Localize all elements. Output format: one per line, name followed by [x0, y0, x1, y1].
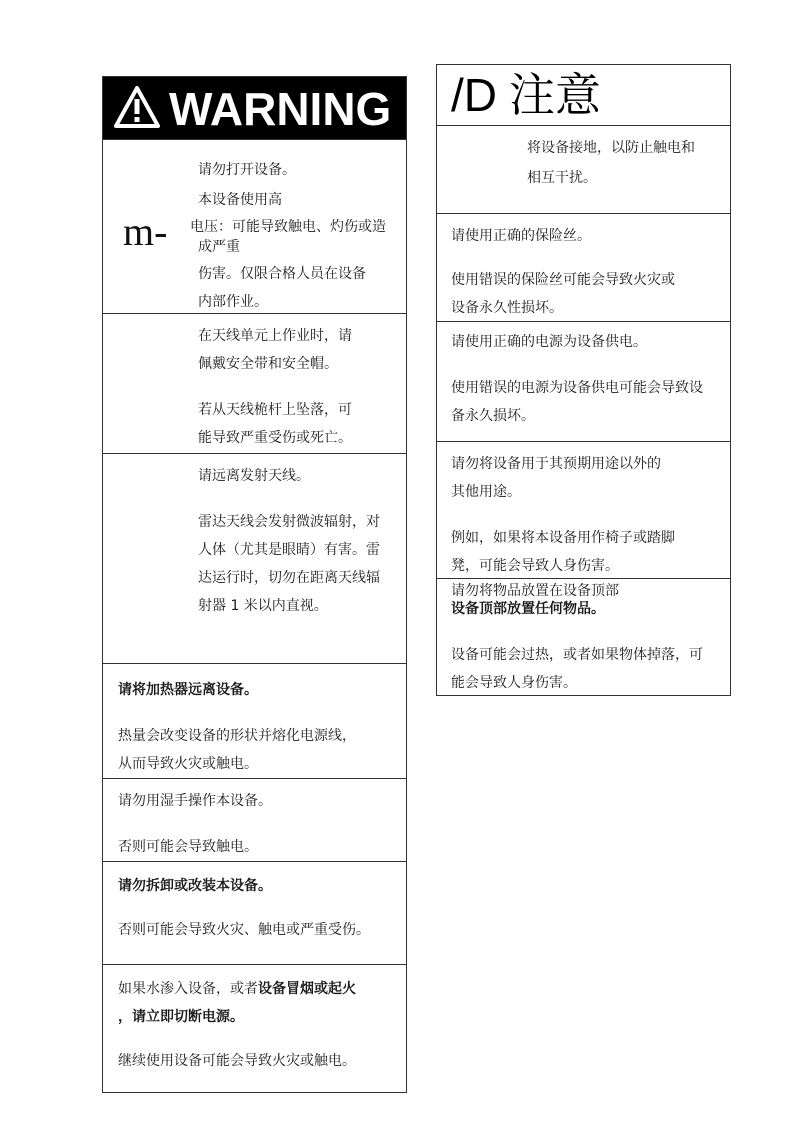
- caution-column: [436, 64, 731, 696]
- warning-line: 若从天线桅杆上坠落，可: [198, 402, 352, 418]
- warning-line: 否则可能会导致火灾、触电或严重受伤。: [118, 922, 370, 938]
- warning-line: 请勿打开设备。: [198, 162, 296, 178]
- warning-line-bold: ，请立即切断电源。: [118, 1009, 244, 1025]
- warning-line: 成严重: [198, 239, 240, 255]
- caution-intended-use: [437, 441, 730, 578]
- caution-fuse: [437, 213, 730, 321]
- caution-line: 请勿将物品放置在设备顶部: [451, 583, 619, 599]
- warning-line: 从而导致火灾或触电。: [118, 756, 258, 772]
- warning-line: 伤害。仅限合格人员在设备: [198, 266, 366, 282]
- warning-line: 请勿用湿手操作本设备。: [118, 793, 272, 809]
- electric-shock-icon: m-: [123, 209, 168, 254]
- warning-line: 请将加热器远离设备。: [118, 682, 258, 698]
- warning-heater: [103, 663, 406, 778]
- caution-line: 能会导致人身伤害。: [451, 675, 577, 691]
- caution-line: 请使用正确的保险丝。: [451, 228, 591, 244]
- warning-header: [103, 77, 406, 139]
- caution-line: 相互干扰。: [527, 170, 597, 186]
- warning-line: 否则可能会导致触电。: [118, 839, 258, 855]
- warning-line-bold: 设备冒烟或起火: [258, 981, 356, 997]
- warning-wet-hands: [103, 778, 406, 861]
- warning-line: 本设备使用高: [198, 192, 282, 208]
- caution-line: 其他用途。: [451, 484, 521, 500]
- warning-antenna-work: [103, 313, 406, 453]
- caution-line: 使用错误的电源为设备供电可能会导致设: [451, 380, 703, 396]
- warning-column: [102, 76, 407, 1093]
- warning-line: 佩戴安全带和安全帽。: [198, 356, 338, 372]
- caution-power-supply: [437, 321, 730, 441]
- caution-line: 请勿将设备用于其预期用途以外的: [451, 456, 661, 472]
- warning-water-smoke: [103, 964, 406, 1094]
- warning-high-voltage: [103, 139, 406, 313]
- caution-symbol-icon: /D: [451, 69, 497, 121]
- warning-line: 射器 1 米以内直视。: [198, 598, 328, 614]
- warning-line: 热量会改变设备的形状并熔化电源线，: [118, 728, 356, 744]
- warning-title: WARNING: [169, 83, 392, 135]
- caution-line: 例如，如果将本设备用作椅子或踏脚: [451, 530, 675, 546]
- caution-line: 使用错误的保险丝可能会导致火灾或: [451, 272, 675, 288]
- warning-triangle-icon: [113, 85, 161, 129]
- warning-line: 达运行时，切勿在距离天线辐: [198, 570, 380, 586]
- warning-line: 电压：可能导致触电、灼伤或造: [190, 219, 386, 235]
- caution-line: 请使用正确的电源为设备供电。: [451, 334, 647, 350]
- caution-header: [437, 65, 730, 125]
- caution-line: 设备永久性损坏。: [451, 300, 563, 316]
- warning-line: 继续使用设备可能会导致火灾或触电。: [118, 1053, 356, 1069]
- warning-line: 能导致严重受伤或死亡。: [198, 430, 352, 446]
- caution-line: 凳，可能会导致人身伤害。: [451, 558, 619, 574]
- warning-line: 内部作业。: [198, 294, 268, 310]
- caution-line: 备永久损坏。: [451, 408, 535, 424]
- warning-line: [118, 1003, 244, 1031]
- warning-line: 雷达天线会发射微波辐射，对: [198, 514, 380, 530]
- warning-line: 在天线单元上作业时，请: [198, 328, 352, 344]
- warning-radiation: [103, 453, 406, 663]
- caution-line: 设备可能会过热，或者如果物体掉落，可: [451, 647, 703, 663]
- caution-line: 将设备接地，以防止触电和: [527, 140, 695, 156]
- caution-ground: [437, 125, 730, 213]
- caution-objects-on-top: [437, 578, 730, 697]
- caution-title: 注意: [509, 68, 601, 122]
- warning-line: 人体（尤其是眼睛）有害。雷: [198, 542, 380, 558]
- warning-line-part: 如果水渗入设备，或者: [118, 981, 258, 997]
- warning-disassemble: [103, 861, 406, 964]
- warning-line: 请远离发射天线。: [198, 468, 310, 484]
- warning-line: [118, 975, 356, 1003]
- caution-line: 设备顶部放置任何物品。: [451, 601, 605, 617]
- warning-line: 请勿拆卸或改装本设备。: [118, 878, 272, 894]
